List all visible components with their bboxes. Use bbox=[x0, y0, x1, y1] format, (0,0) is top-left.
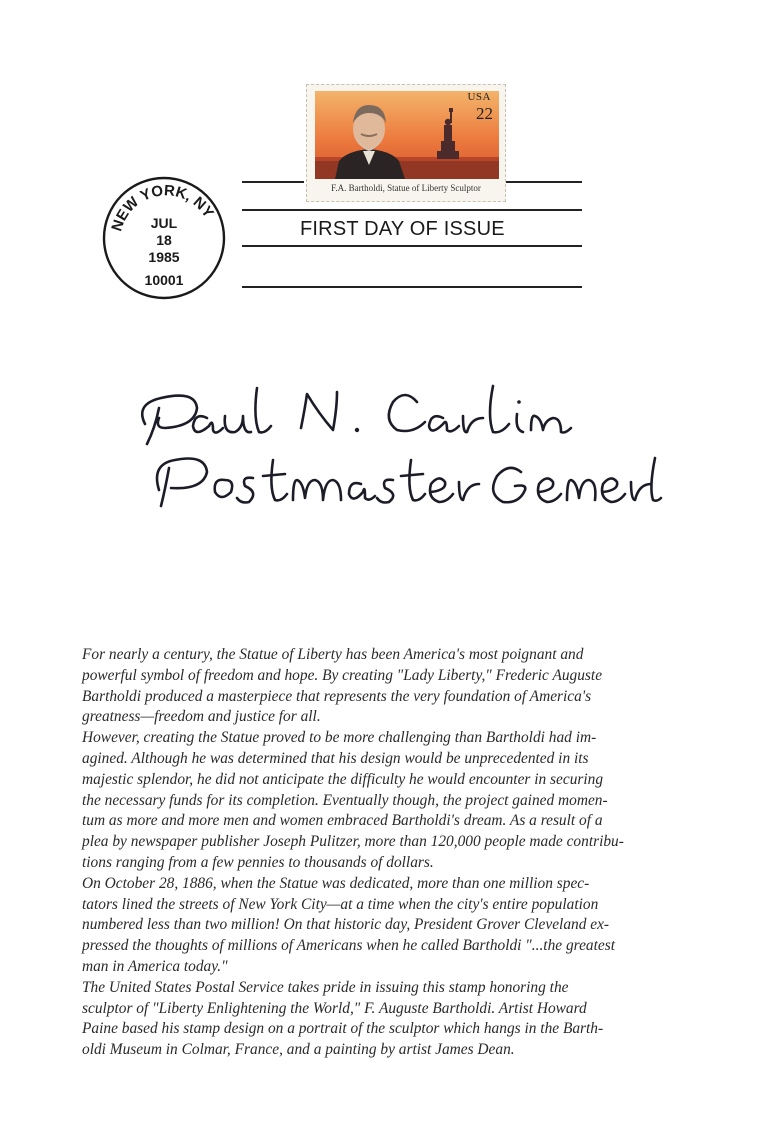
body-line: man in America today." bbox=[82, 957, 228, 975]
stamp-country: USA bbox=[467, 91, 491, 103]
postmark-zip: 10001 bbox=[144, 272, 184, 288]
body-line: the necessary funds for its completion. Eventually though, the project gained momen- bbox=[82, 791, 608, 809]
handwritten-signature bbox=[125, 368, 665, 518]
body-line: tators lined the streets of New York City—at a time when the city's entire population bbox=[82, 895, 599, 913]
body-paragraph bbox=[82, 874, 710, 978]
stamp-portrait-illustration bbox=[315, 91, 499, 179]
body-line: powerful symbol of freedom and hope. By creating "Lady Liberty," Frederic Auguste bbox=[82, 666, 603, 684]
cancellation-line bbox=[242, 245, 582, 247]
cancellation-line bbox=[242, 181, 304, 183]
postmark bbox=[98, 172, 230, 304]
postmark-day: 18 bbox=[156, 232, 172, 248]
stamp-denomination: 22 bbox=[476, 104, 493, 123]
body-paragraph bbox=[82, 645, 710, 728]
body-line: Bartholdi produced a masterpiece that represents the very foundation of America's bbox=[82, 687, 592, 705]
body-line: greatness—freedom and justice for all. bbox=[82, 708, 321, 726]
body-line: On October 28, 1886, when the Statue was dedicated, more than one million spec- bbox=[82, 874, 590, 892]
body-paragraph bbox=[82, 728, 710, 874]
cancellation-line bbox=[242, 286, 582, 288]
body-text bbox=[82, 645, 710, 1061]
body-line: Paine based his stamp design on a portrait of the sculptor which hangs in the Barth- bbox=[82, 1020, 604, 1038]
body-line: numbered less than two million! On that historic day, President Grover Cleveland ex- bbox=[82, 916, 610, 934]
body-line: The United States Postal Service takes pride in issuing this stamp honoring the bbox=[82, 978, 569, 996]
body-line: plea by newspaper publisher Joseph Pulitzer, more than 120,000 people made contribu- bbox=[82, 833, 624, 851]
body-line: agined. Although he was determined that his design would be unprecedented in its bbox=[82, 749, 589, 767]
body-line: tum as more and more men and women embraced Bartholdi's dream. As a result of a bbox=[82, 812, 603, 830]
cancellation-line bbox=[506, 181, 582, 183]
body-paragraph bbox=[82, 978, 710, 1061]
body-line: For nearly a century, the Statue of Liberty has been America's most poignant and bbox=[82, 646, 584, 663]
first-day-of-issue-label: FIRST DAY OF ISSUE bbox=[300, 218, 505, 240]
body-line: However, creating the Statue proved to be more challenging than Bartholdi had im- bbox=[82, 729, 597, 747]
body-line: majestic splendor, he did not anticipate the difficulty he would encounter in securing bbox=[82, 770, 604, 788]
body-line: tions ranging from a few pennies to thousands of dollars. bbox=[82, 853, 434, 871]
stamp-caption: F.A. Bartholdi, Statue of Liberty Sculptor bbox=[331, 183, 481, 193]
body-line: sculptor of "Liberty Enlightening the World," F. Auguste Bartholdi. Artist Howard bbox=[82, 999, 587, 1017]
postmark-city: NEW YORK, NY bbox=[108, 182, 217, 234]
cancellation-line bbox=[242, 209, 582, 211]
body-line: oldi Museum in Colmar, France, and a painting by artist James Dean. bbox=[82, 1041, 515, 1059]
body-line: pressed the thoughts of millions of Americans when he called Bartholdi "...the greatest bbox=[82, 937, 615, 955]
postmark-year: 1985 bbox=[148, 249, 180, 265]
postage-stamp bbox=[306, 84, 506, 202]
postmark-month: JUL bbox=[150, 215, 178, 231]
